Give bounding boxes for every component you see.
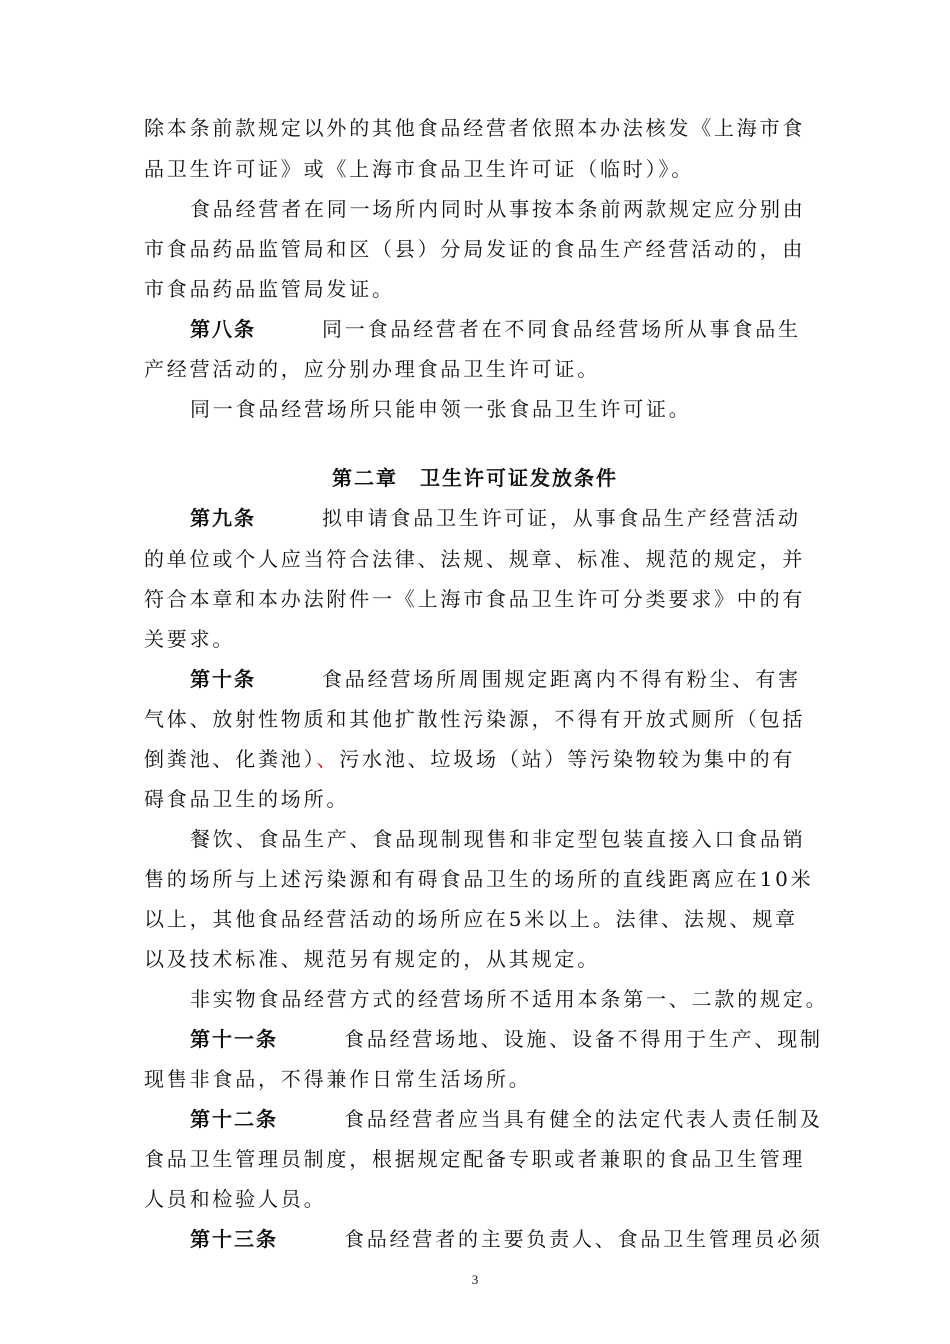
chapter-heading: 第二章 卫生许可证发放条件 — [332, 466, 618, 490]
article-title: 第十条 — [190, 667, 256, 691]
article-text: 同一食品经营者在不同食品经营场所从事食品生 — [322, 317, 801, 341]
body-line: 市食品药品监管局发证。 — [144, 277, 395, 301]
article-11 — [190, 1025, 870, 1053]
article-title: 第十一条 — [190, 1027, 278, 1051]
body-text: 污水池、垃圾场（站）等污染物较为集中的有 — [339, 747, 796, 771]
body-line: 碍食品卫生的场所。 — [144, 787, 350, 811]
article-text: 食品经营场所周围规定距离内不得有粉尘、有害 — [322, 667, 801, 691]
body-line: 关要求。 — [144, 627, 236, 651]
body-line: 符合本章和本办法附件一《上海市食品卫生许可分类要求》中的有 — [144, 587, 806, 611]
article-text: 食品经营者应当具有健全的法定代表人责任制及 — [344, 1107, 823, 1131]
body-line: 以上，其他食品经营活动的场所应在5米以上。法律、法规、规章 — [144, 907, 798, 931]
body-line: 同一食品经营场所只能申领一张食品卫生许可证。 — [190, 397, 692, 421]
body-line: 现售非食品，不得兼作日常生活场所。 — [144, 1067, 532, 1091]
article-text: 食品经营场地、设施、设备不得用于生产、现制 — [344, 1027, 823, 1051]
article-title: 第八条 — [190, 317, 256, 341]
article-text: 食品经营者的主要负责人、食品卫生管理员必须 — [344, 1227, 823, 1251]
red-mark: 、 — [316, 747, 340, 771]
body-line: 食品经营者在同一场所内同时从事按本条前两款规定应分别由 — [190, 197, 806, 221]
body-text: 倒粪池、化粪池） — [144, 747, 317, 771]
body-line: 非实物食品经营方式的经营场所不适用本条第一、二款的规定。 — [190, 987, 829, 1011]
body-line: 人员和检验人员。 — [144, 1187, 327, 1211]
article-text: 拟申请食品卫生许可证，从事食品生产经营活动 — [322, 506, 801, 530]
body-line: 气体、放射性物质和其他扩散性污染源，不得有开放式厕所（包括 — [144, 707, 806, 731]
article-10 — [190, 665, 870, 693]
page-number: 3 — [471, 1272, 479, 1287]
article-9 — [190, 504, 870, 532]
article-title: 第十三条 — [190, 1227, 278, 1251]
body-line: 品卫生许可证》或《上海市食品卫生许可证（临时）》。 — [144, 157, 694, 181]
body-line: 售的场所与上述污染源和有碍食品卫生的场所的直线距离应在10米 — [144, 867, 814, 891]
body-line: 市食品药品监管局和区（县）分局发证的食品生产经营活动的，由 — [144, 237, 806, 261]
body-line: 产经营活动的，应分别办理食品卫生许可证。 — [144, 357, 600, 381]
article-12 — [190, 1105, 870, 1133]
article-title: 第十二条 — [190, 1107, 278, 1131]
body-line: 以及技术标准、规范另有规定的，从其规定。 — [144, 947, 600, 971]
body-line: 食品卫生管理员制度，根据规定配备专职或者兼职的食品卫生管理 — [144, 1147, 806, 1171]
body-line — [144, 745, 824, 773]
article-13 — [190, 1225, 870, 1253]
body-line: 餐饮、食品生产、食品现制现售和非定型包装直接入口食品销 — [190, 827, 806, 851]
article-8 — [190, 315, 870, 343]
body-line: 除本条前款规定以外的其他食品经营者依照本办法核发《上海市食 — [144, 116, 806, 140]
article-title: 第九条 — [190, 506, 256, 530]
body-line: 的单位或个人应当符合法律、法规、规章、标准、规范的规定，并 — [144, 547, 806, 571]
